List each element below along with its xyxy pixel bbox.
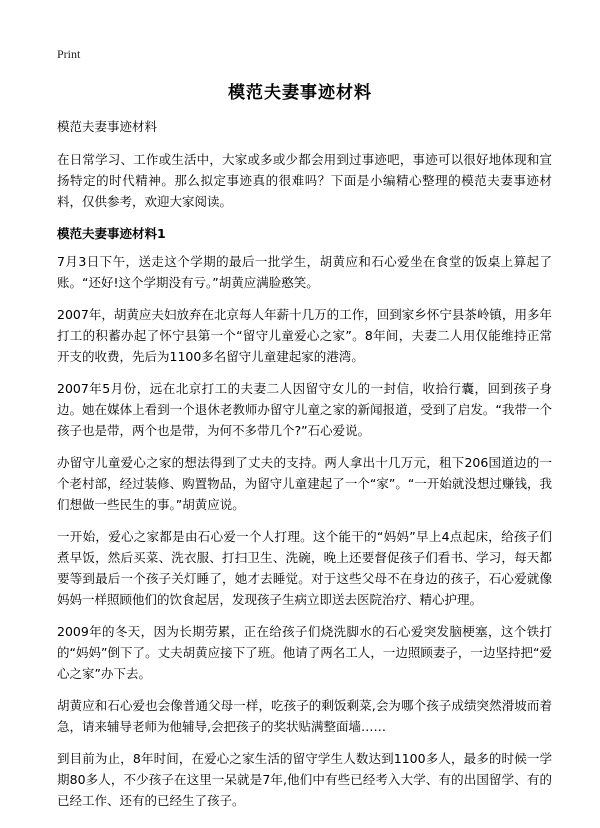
paragraph: 7月3日下午，送走这个学期的最后一批学生，胡黄应和石心爱坐在食堂的饭桌上算起了账。“还好!这个学期没有亏。”胡黄应满脸憨笑。 bbox=[57, 254, 552, 290]
paragraph: 2007年，胡黄应夫妇放弃在北京每人年薪十几万的工作，回到家乡怀宁县茶岭镇，用多年打工的积蓄办起了怀宁县第一个“留守儿童爱心之家”。8年间，夫妻二人用仅能维持正常开支的收费，先后为1100多名留守儿童建起家的港湾。 bbox=[57, 307, 552, 364]
paragraph: 办留守儿童爱心之家的想法得到了丈夫的支持。两人拿出十几万元，租下206国道边的一个老村部，经过装修、购置物品，为留守儿童建起了一个“家”。“一开始就没想过赚钱，我们想做一些民生的事。”胡黄应说。 bbox=[57, 455, 552, 512]
document-title: 模范夫妻事迹材料 bbox=[228, 83, 372, 103]
paragraph: 一开始，爱心之家都是由石心爱一个人打理。这个能干的“妈妈”早上4点起床，给孩子们煮早饭，然后买菜、洗衣服、打扫卫生、洗碗，晚上还要督促孩子们看书、学习，每天都要等到最后一个孩子关灯睡了，她才去睡觉。对于这些父母不在身边的孩子，石心爱就像妈妈一样照顾他们的饮食起居，发现孩子生病立即送去医院治疗、精心护理。 bbox=[57, 529, 552, 607]
document-body bbox=[57, 116, 552, 822]
intro-paragraph: 在日常学习、工作或生活中，大家或多或少都会用到过事迹吧，事迹可以很好地体现和宣扬特定的时代精神。那么拟定事迹真的很难吗？下面是小编精心整理的模范夫妻事迹材料，仅供参考，欢迎大家阅读。 bbox=[57, 152, 552, 209]
paragraph: 胡黄应和石心爱也会像普通父母一样，吃孩子的剩饭剩菜,会为哪个孩子成绩突然滑坡而着急，请来辅导老师为他辅导,会把孩子的奖状贴满整面墙…… bbox=[57, 698, 552, 734]
paragraph: 到目前为止，8年时间，在爱心之家生活的留守学生人数达到1100多人，最多的时候一学期80多人，不少孩子在这里一呆就是7年,他们中有些已经考入大学、有的出国留学、有的已经工作、还有的已经生了孩子。 bbox=[57, 751, 552, 808]
paragraph: 2007年5月份，远在北京打工的夫妻二人因留守女儿的一封信，收拾行囊，回到孩子身边。她在媒体上看到一个退休老教师办留守儿童之家的新闻报道，受到了启发。“我带一个孩子也是带，两个也是带，为何不多带几个?”石心爱说。 bbox=[57, 381, 552, 438]
print-link[interactable]: Print bbox=[57, 47, 81, 61]
paragraph: 2009年的冬天，因为长期劳累，正在给孩子们烧洗脚水的石心爱突发脑梗塞，这个铁打的“妈妈”倒下了。丈夫胡黄应接下了班。他请了两名工人，一边照顾妻子，一边坚持把“爱心之家”办下去。 bbox=[57, 624, 552, 681]
document-subtitle: 模范夫妻事迹材料 bbox=[57, 119, 158, 134]
section-heading: 模范夫妻事迹材料1 bbox=[57, 226, 166, 241]
